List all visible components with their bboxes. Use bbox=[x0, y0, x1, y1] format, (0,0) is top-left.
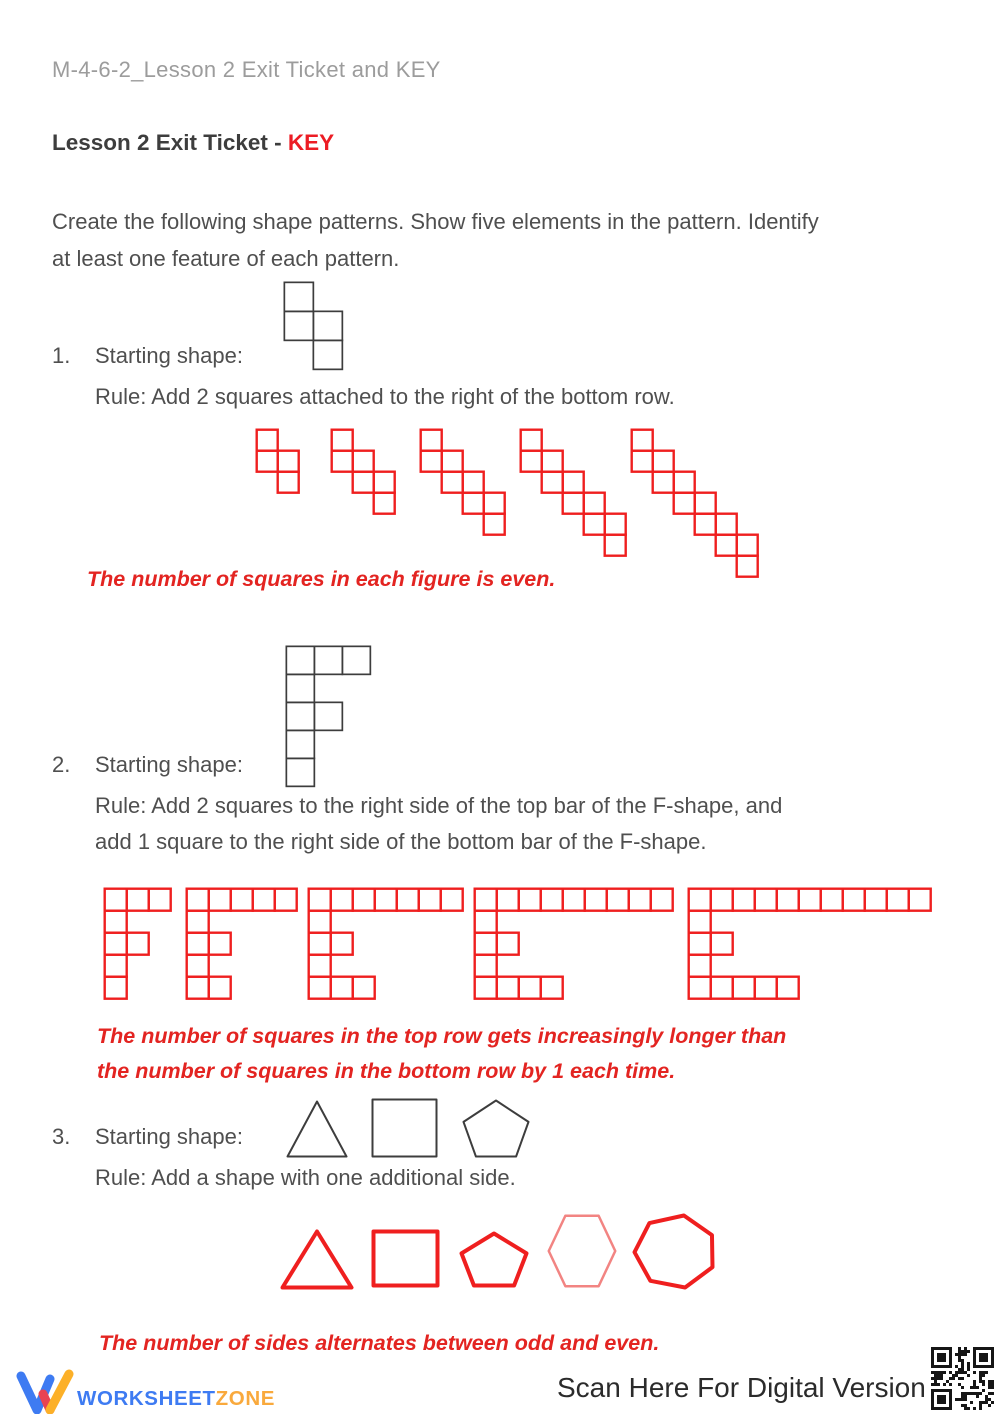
scan-here-text: Scan Here For Digital Version bbox=[557, 1372, 926, 1403]
q1-pattern-figure-2 bbox=[330, 428, 396, 520]
q3-item-number: 3. bbox=[52, 1124, 71, 1149]
key-label: KEY bbox=[287, 130, 335, 155]
q1-item-number: 1. bbox=[52, 343, 71, 368]
q2-feature-text bbox=[97, 1019, 786, 1089]
triangle-shape bbox=[280, 1229, 354, 1290]
q2-pattern-figure-1 bbox=[103, 887, 172, 1005]
q2-pattern-figure-3 bbox=[307, 887, 464, 1005]
square-shape bbox=[371, 1229, 440, 1288]
q2-pattern-figure-5 bbox=[687, 887, 932, 1005]
q2-item-number: 2. bbox=[52, 752, 71, 777]
q2-feature-line-1: The number of squares in the top row gets increasingly longer than bbox=[97, 1024, 787, 1048]
heptagon-shape bbox=[632, 1213, 715, 1290]
q1-starting-shape-figure bbox=[283, 281, 344, 376]
q2-feature-line-2: the number of squares in the bottom row by 1 each time. bbox=[97, 1059, 676, 1083]
page-title-text: Lesson 2 Exit Ticket - bbox=[52, 130, 288, 155]
brand-wordmark bbox=[77, 1387, 275, 1411]
q3-starting-shape-label: Starting shape: bbox=[95, 1124, 243, 1149]
q1-pattern-figure-4 bbox=[519, 428, 627, 562]
q2-pattern-figure-2 bbox=[185, 887, 298, 1005]
q2-starting-shape-figure bbox=[285, 645, 372, 793]
q3-feature-text: The number of sides alternates between odd and even. bbox=[99, 1331, 660, 1355]
brand-zone-text: ZONE bbox=[215, 1387, 276, 1410]
qr-code-icon bbox=[928, 1344, 997, 1414]
pentagon-shape bbox=[462, 1099, 530, 1158]
square-shape bbox=[371, 1098, 438, 1158]
q1-pattern-figure-5 bbox=[630, 428, 759, 583]
worksheetzone-logo-icon bbox=[16, 1368, 78, 1414]
q1-pattern-figure-3 bbox=[419, 428, 506, 541]
q2-rule-line-1: Rule: Add 2 squares to the right side of the top bar of the F-shape, and bbox=[95, 793, 783, 818]
q1-starting-shape-label: Starting shape: bbox=[95, 343, 243, 368]
triangle-shape bbox=[286, 1100, 348, 1158]
q1-pattern-figure-1 bbox=[255, 428, 300, 499]
q1-feature-text: The number of squares in each figure is even. bbox=[87, 567, 556, 591]
q1-rule-text: Rule: Add 2 squares attached to the right of the bottom row. bbox=[95, 384, 675, 409]
intro-paragraph bbox=[52, 203, 819, 277]
intro-line-1: Create the following shape patterns. Show five elements in the pattern. Identify bbox=[52, 209, 819, 234]
q2-pattern-figure-4 bbox=[473, 887, 674, 1005]
q2-rule-line-2: add 1 square to the right side of the bottom bar of the F-shape. bbox=[95, 829, 707, 854]
page-title bbox=[52, 130, 334, 156]
q2-rule-text bbox=[95, 788, 782, 860]
document-filename: M-4-6-2_Lesson 2 Exit Ticket and KEY bbox=[52, 57, 441, 82]
q2-starting-shape-label: Starting shape: bbox=[95, 752, 243, 777]
pentagon-shape bbox=[459, 1231, 529, 1288]
hexagon-shape bbox=[547, 1214, 617, 1288]
brand-worksheet-text: WORKSHEET bbox=[77, 1387, 216, 1410]
q3-rule-text: Rule: Add a shape with one additional side. bbox=[95, 1165, 516, 1190]
intro-line-2: at least one feature of each pattern. bbox=[52, 246, 400, 271]
